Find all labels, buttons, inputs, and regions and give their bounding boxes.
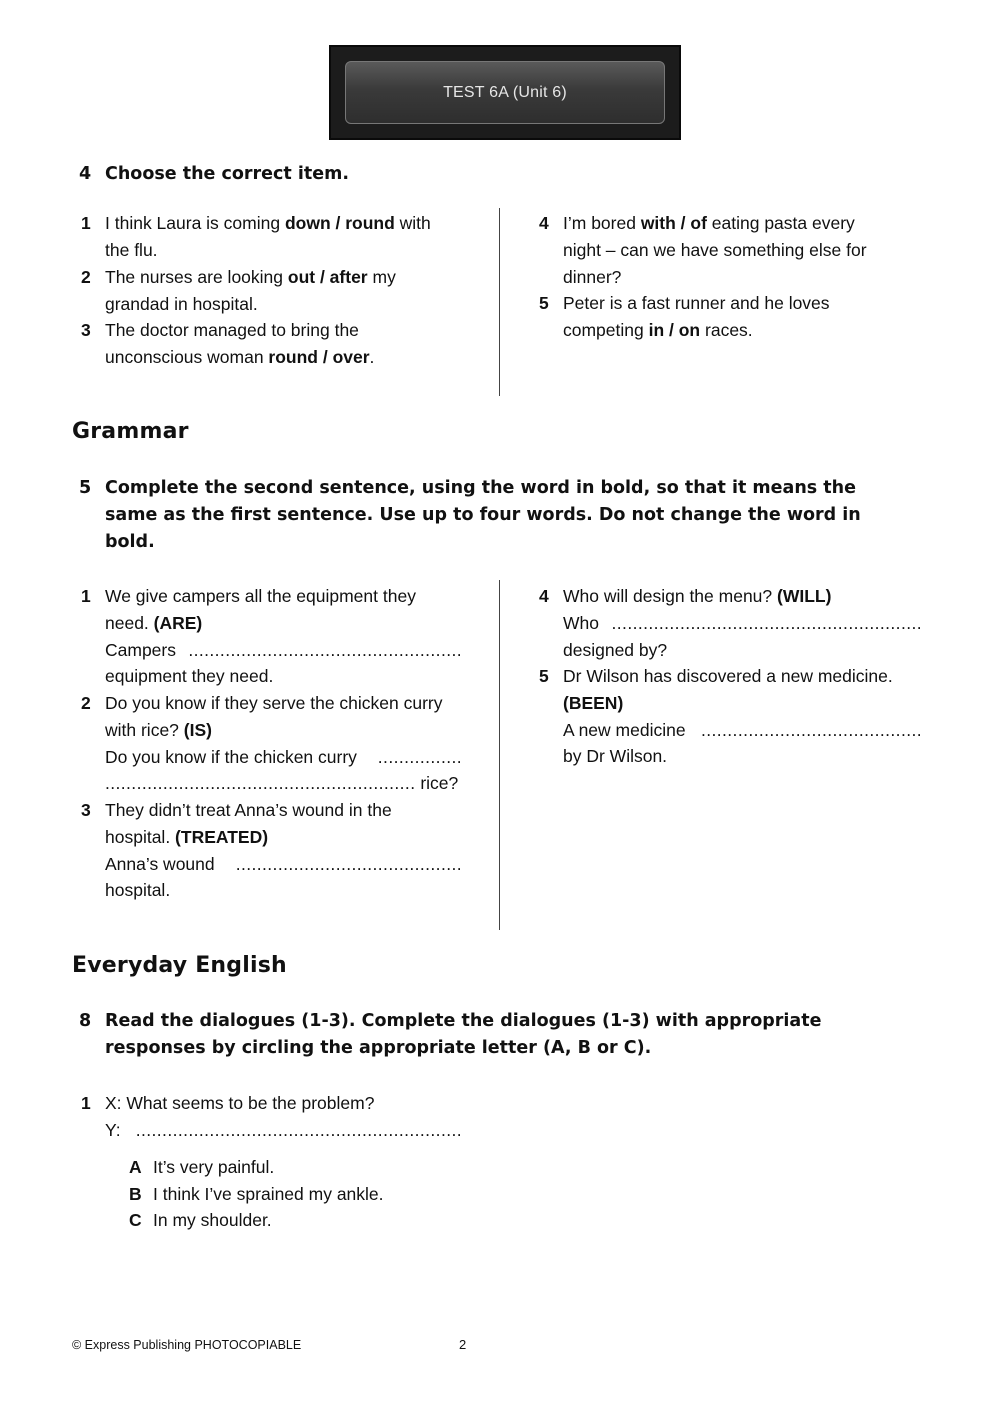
item-text: with rice? <box>105 719 184 740</box>
task-4-instruction <box>79 161 959 189</box>
option-b[interactable] <box>129 1181 529 1208</box>
option-text: It’s very painful. <box>153 1157 275 1177</box>
title-banner-inner <box>345 61 665 124</box>
item-text: unconscious woman <box>105 346 269 367</box>
item-text: Do you know if the chicken curry <box>105 746 357 767</box>
key-word: (ARE) <box>153 612 203 633</box>
grammar-item-4 <box>539 583 959 665</box>
item-text: Anna’s wound <box>105 853 215 874</box>
answer-choices[interactable]: down / round <box>284 213 395 233</box>
item-text: dinner? <box>563 266 622 287</box>
item-text: Campers <box>105 639 176 660</box>
item-text: Who <box>563 612 599 633</box>
column-divider <box>499 208 500 396</box>
item-number: 2 <box>81 693 91 713</box>
answer-choices[interactable]: round / over <box>268 346 370 367</box>
key-word: (IS) <box>183 719 212 740</box>
task-number: 8 <box>79 1011 92 1031</box>
item-number: 3 <box>81 800 91 820</box>
task-text: bold. <box>105 532 155 552</box>
key-word: (BEEN) <box>563 692 624 713</box>
item-number: 1 <box>81 586 91 606</box>
answer-choices[interactable]: out / after <box>287 267 368 287</box>
item-text: Who will design the menu? <box>563 586 777 606</box>
answer-blank[interactable]: ........................................................... <box>611 612 922 633</box>
item-text: The nurses are looking <box>105 267 288 287</box>
answer-choices[interactable]: in / on <box>648 319 701 340</box>
item-text: competing <box>563 319 649 340</box>
item-number: 3 <box>81 320 91 340</box>
grammar-heading: Grammar <box>72 419 189 444</box>
answer-blank[interactable]: .................................................... <box>188 639 462 660</box>
item-number: 1 <box>81 1093 91 1113</box>
option-letter[interactable]: C <box>129 1210 142 1230</box>
item-text: Peter is a fast runner and he loves <box>563 293 830 313</box>
item-text: races. <box>700 319 753 340</box>
item-text: The doctor managed to bring the <box>105 320 359 340</box>
item-text: Dr Wilson has discovered a new medicine. <box>563 666 893 686</box>
item-text: the flu. <box>105 239 158 260</box>
task-number: 4 <box>79 164 92 184</box>
option-c[interactable] <box>129 1207 529 1234</box>
dialogue-item-1 <box>81 1090 501 1146</box>
item-text: night – can we have something else for <box>563 239 867 260</box>
item-number: 1 <box>81 213 91 233</box>
key-word: (WILL) <box>777 586 832 606</box>
test-title: TEST 6A (Unit 6) <box>443 83 567 101</box>
item-text: They didn’t treat Anna’s wound in the <box>105 800 392 820</box>
item-number: 5 <box>539 666 549 686</box>
item-text: eating pasta every <box>706 213 855 233</box>
grammar-item-2 <box>81 690 491 798</box>
item-number: 4 <box>539 586 549 606</box>
task-text: Read the dialogues (1-3). Complete the dialogues (1-3) with appropriate <box>105 1011 822 1031</box>
item-text: need. <box>105 612 154 633</box>
copyright-notice: © Express Publishing PHOTOCOPIABLE <box>72 1338 302 1352</box>
item-text: A new medicine <box>563 719 686 740</box>
task-text: Complete the second sentence, using the word in bold, so that it means the <box>105 478 856 498</box>
task4-item-1 <box>81 210 491 266</box>
option-text: I think I’ve sprained my ankle. <box>153 1184 384 1204</box>
answer-choices[interactable]: with / of <box>640 213 707 233</box>
option-a[interactable] <box>129 1154 529 1181</box>
answer-blank[interactable]: .............................................................. <box>135 1119 462 1140</box>
grammar-item-1 <box>81 583 491 691</box>
task-number: 5 <box>79 478 92 498</box>
column-divider <box>499 580 500 930</box>
answer-blank[interactable]: ................ <box>377 746 462 767</box>
item-number: 2 <box>81 267 91 287</box>
task-text: same as the first sentence. Use up to four words. Do not change the word in <box>105 505 861 525</box>
item-text: by Dr Wilson. <box>563 746 668 767</box>
option-text: In my shoulder. <box>153 1210 272 1230</box>
item-text: hospital. <box>105 880 171 901</box>
key-word: (TREATED) <box>175 826 269 847</box>
task4-item-4 <box>539 210 959 292</box>
dialogue-line-x: X: What seems to be the problem? <box>105 1093 375 1113</box>
option-letter[interactable]: B <box>129 1184 142 1204</box>
item-number: 4 <box>539 213 549 233</box>
item-text: hospital. <box>105 826 176 847</box>
item-text: We give campers all the equipment they <box>105 586 416 606</box>
grammar-item-5 <box>539 663 959 771</box>
task4-item-5 <box>539 290 959 346</box>
item-text: equipment they need. <box>105 666 274 687</box>
item-text: Do you know if they serve the chicken curry <box>105 693 443 713</box>
item-text: designed by? <box>563 639 668 660</box>
item-text: I think Laura is coming <box>105 213 285 233</box>
task-5-instruction <box>79 475 959 559</box>
page-number: 2 <box>459 1337 467 1352</box>
task4-item-2 <box>81 264 491 320</box>
task-text: Choose the correct item. <box>105 164 349 184</box>
answer-blank[interactable]: ........................................... <box>235 853 462 874</box>
grammar-item-3 <box>81 797 491 905</box>
answer-blank[interactable]: ........................................................... <box>105 773 416 794</box>
title-banner <box>329 45 681 140</box>
item-text: I’m bored <box>563 213 641 233</box>
task-8-instruction <box>79 1008 959 1064</box>
dialogue-line-y: Y: <box>105 1119 121 1140</box>
item-text: rice? <box>415 773 459 794</box>
item-text: my <box>367 267 396 287</box>
option-letter[interactable]: A <box>129 1157 142 1177</box>
task4-item-3 <box>81 317 491 373</box>
task-text: responses by circling the appropriate letter (A, B or C). <box>105 1038 652 1058</box>
item-number: 5 <box>539 293 549 313</box>
item-text: . <box>369 346 375 367</box>
everyday-english-heading: Everyday English <box>72 953 287 978</box>
item-text: with <box>394 213 431 233</box>
item-text: grandad in hospital. <box>105 293 258 314</box>
answer-blank[interactable]: .......................................... <box>700 719 922 740</box>
